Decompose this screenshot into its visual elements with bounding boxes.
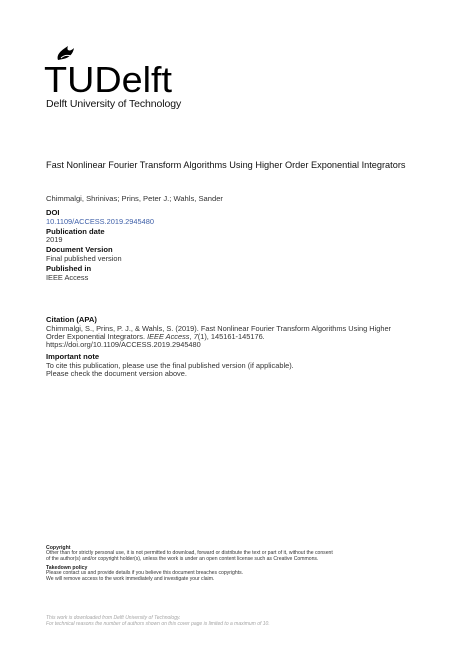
document-version-label: Document Version bbox=[46, 245, 113, 255]
citation-line-1: Chimmalgi, S., Prins, P. J., & Wahls, S. (2019). Fast Nonlinear Fourier Transform Algorithms Using Higher bbox=[46, 323, 392, 333]
published-in-value: IEEE Access bbox=[46, 272, 89, 282]
citation-volume-separator: , bbox=[189, 332, 194, 341]
important-note-block bbox=[46, 353, 436, 378]
doi-label: DOI bbox=[46, 208, 60, 217]
citation-volume: 7 bbox=[193, 332, 198, 341]
takedown-text bbox=[46, 571, 426, 583]
flame-icon bbox=[58, 46, 74, 60]
tu-delft-logo-graphic bbox=[44, 44, 184, 96]
publication-date-label: Publication date bbox=[46, 226, 105, 236]
document-title: Fast Nonlinear Fourier Transform Algorithms Using Higher Order Exponential Integrators bbox=[46, 160, 406, 170]
disclaimer-line-1: This work is downloaded from Delft University of Technology. bbox=[46, 615, 181, 621]
publication-metadata bbox=[46, 209, 426, 284]
published-in-label: Published in bbox=[46, 264, 92, 274]
copyright-text bbox=[46, 551, 426, 563]
important-note-label: Important note bbox=[46, 352, 100, 361]
doi-link[interactable]: 10.1109/ACCESS.2019.2945480 bbox=[46, 216, 154, 226]
citation-journal: IEEE Access bbox=[147, 332, 190, 341]
tu-delft-logo bbox=[44, 44, 184, 96]
citation-line-2-prefix: Order Exponential Integrators. bbox=[46, 332, 148, 341]
legal-footer bbox=[46, 545, 426, 585]
copyright-line-1: Other than for strictly personal use, it is not permitted to download, forward or distribute the text or part of it, without the consent bbox=[46, 550, 333, 556]
important-note-line-2: Please check the document version above. bbox=[46, 369, 187, 378]
citation-line-2-suffix: (1), 145161-145176. bbox=[197, 332, 265, 341]
disclaimer-line-2: For technical reasons the number of authors shown on this cover page is limited to a maximum of 10. bbox=[46, 620, 270, 627]
important-note-line-1: To cite this publication, please use the final published version (if applicable). bbox=[46, 360, 294, 370]
publication-date-value: 2019 bbox=[46, 235, 63, 245]
takedown-label: Takedown policy bbox=[46, 564, 88, 571]
citation-doi-url[interactable]: https://doi.org/10.1109/ACCESS.2019.2945480 bbox=[46, 340, 201, 350]
document-version-value: Final published version bbox=[46, 253, 122, 263]
citation-block bbox=[46, 316, 436, 350]
takedown-line-1: Please contact us and provide details if you believe this document breaches copyrights. bbox=[46, 569, 244, 576]
copyright-line-2: of the author(s) and/or copyright holder(s), unless the work is under an open content license such as Creative Commons. bbox=[46, 555, 319, 562]
logo-wordmark: TUDelft bbox=[44, 59, 172, 96]
citation-label: Citation (APA) bbox=[46, 315, 97, 324]
copyright-label: Copyright bbox=[46, 545, 71, 551]
university-name: Delft University of Technology bbox=[46, 98, 182, 110]
takedown-line-2: We will remove access to the work immediately and investigate your claim. bbox=[46, 575, 215, 582]
download-disclaimer bbox=[46, 616, 426, 628]
author-list: Chimmalgi, Shrinivas; Prins, Peter J.; Wahls, Sander bbox=[46, 194, 223, 203]
